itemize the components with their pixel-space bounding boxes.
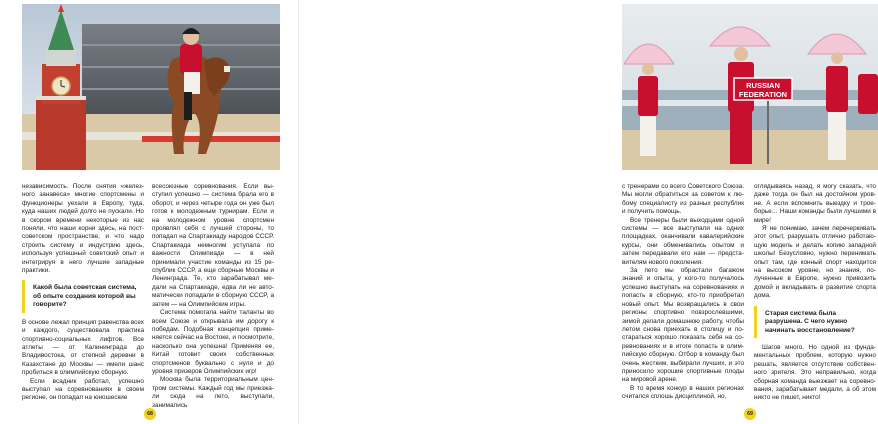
paragraph: За пето мы обрастали багажом знаний и опыта, у кого-то получалось успешно выступать на соревнованиях и попасть в сборную, кто-то приобретал новый опыт. Мы возвращались в свои регионы спортивно повзрослевшими, зимой делали домашнюю работу, чтобы летом снова приехать в столицу и постараться хорошо показать себя на соревнованиях и в итоге попасть в олимпийскую сборную. Отбор в команду был очень жестким, выбирали лучших, и это приносило хорошие спортивные плоды на мировой арене. — [622, 267, 744, 384]
interview-question-callout: Какой была советская система, об опыте создания которой вы говорите? — [22, 280, 144, 312]
paragraph: Система помогала найти таланты во всем Союзе и открывала им дорогу к победам. Подобная концепция применяется сейчас на Востоке, и посмотрите, насколько она успешна! Применяя ее, Китай готовит своих собственных спортсменов буквально с нуля и до уровня призеров Олимпийских игр! — [152, 309, 274, 375]
paragraph: В основе лежал принцип равенства всех и каждого, существовала практика спортивно-социальных лифтов. Все атлеты — от Калининграда до Владивостока, от степной деревни в Казахстане до Москвы — имели шанс пробиться в олимпийскую сборную. — [22, 318, 144, 377]
placard-text-line1: RUSSIAN — [746, 81, 780, 90]
show-jumping-photo — [22, 4, 280, 170]
paragraph: Шагов много. Но одной из фундаментальных проблем, которую нужно решать, является отсутствие собственного зрителя. Это неправильно, когда сборная команда выезжает на соревнования, зарабатывает медали, а об этом никто не пишет, никто! — [754, 343, 876, 402]
paragraph: всесоюзные соревнования. Если выступил успешно — система брала его в оборот, и через четыре года он уже был готов к молодежным турнирам. Если и на молодежном уровне спортсмен проявлял себя с лучшей стороны, то попадал на Спартакиаду народов СССР. Спартакиада немногим уступала по важности Олимпиаде — в ней принимали участие команды из 15 республик СССР, а еще сборные Москвы и Ленинграда. Те, кто зарабатывал медали на Спартакиаде, едва ли не автоматически попадали в сборную СССР, а затем — на Олимпийские игры. — [152, 183, 274, 308]
placard-text-line2: FEDERATION — [738, 90, 788, 99]
right-page — [300, 0, 876, 424]
show-jumping-illustration — [22, 4, 280, 170]
paragraph: с тренерами со всего Советского Союза. Мы могли обратиться за советом к любому специалисту из разных республик и получить помощь. — [622, 183, 744, 216]
page-number: 68 — [144, 408, 156, 420]
team-parade-illustration — [622, 4, 878, 170]
page-number: 69 — [744, 408, 756, 420]
left-column-1 — [22, 183, 144, 403]
interview-question-callout: Старая система была разрушена. С чего нужно начинать восстановление? — [754, 306, 876, 338]
left-page — [0, 0, 300, 424]
paragraph: независимость. После снятия «железного занавеса» многие спортсмены и функционеры уехали в Европу, туда, куда наших людей долго не пускали. Но в скором времени некоторые из нас поняли, что наши корни здесь, на постсоветском пространстве, и что надо строить систему и индустрию здесь, используя успешный советский опыт и интегрируя в него лучшие западные практики. — [22, 183, 144, 275]
paragraph: Если всадник работал, успешно выступал на соревнованиях в своем регионе, он попадал на юношеские — [22, 377, 144, 402]
right-column-1 — [622, 183, 744, 402]
team-parade-photo — [622, 4, 878, 170]
paragraph: Я не понимаю, зачем перечеркивать этот опыт, разрушать отлично работающую модель и делать копию западной школы! Безусловно, нужно перенимать опыт там, где конный спорт находится на высоком уровне, но знания, полученные в Европе, нужно привозить домой и вкладывать в развитие спорта дома. — [754, 225, 876, 300]
paragraph: оглядываясь назад, я могу сказать, что даже тогда он был на достойном уровне. А если вспомнить выездку и троеборье… Наши команды были лучшими в мире! — [754, 183, 876, 224]
paragraph: Москва была территориальным центром системы. Каждый год мы приезжали сюда на лето, выступали, занимались — [152, 376, 274, 409]
right-column-2 — [754, 183, 876, 403]
paragraph: В то время конкур в наших регионах считался сплошь дисциплиной, но, — [622, 384, 744, 401]
paragraph: Все тренеры были выходцами одной системы — все выступали на одних площадках, оканчивали кавалерийские курсы, они обменивались опытом и затем передавали его нам — представителям нового поколения. — [622, 216, 744, 266]
left-column-2 — [152, 183, 274, 410]
